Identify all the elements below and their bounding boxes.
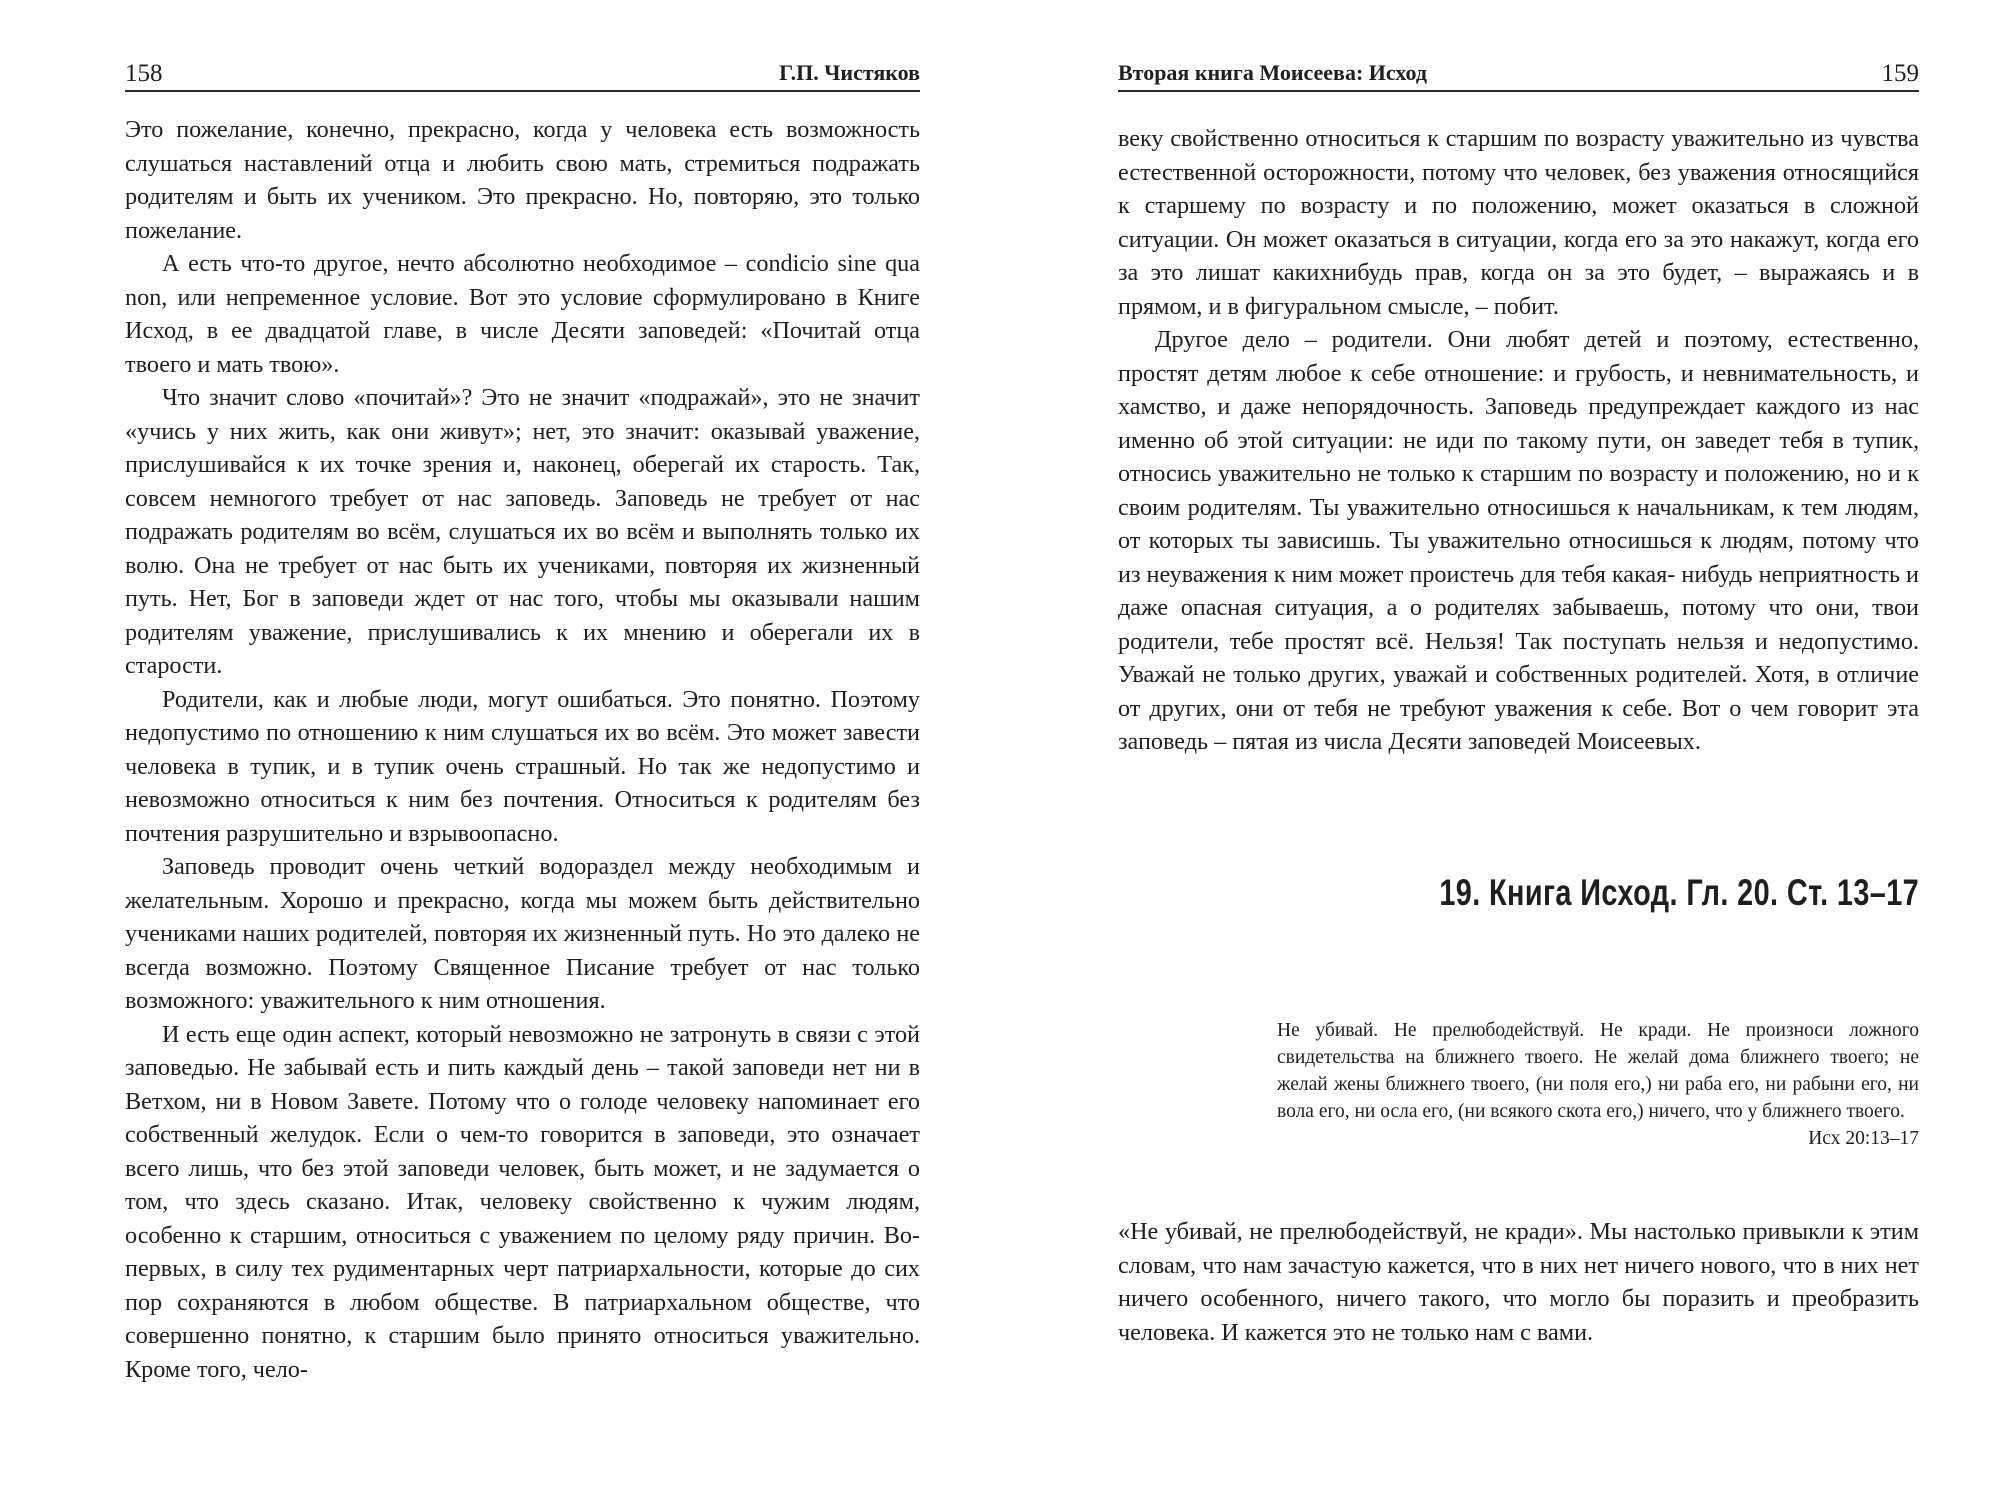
paragraph: Родители, как и любые люди, могут ошибаться. Это понятно. Поэтому недопустимо по отношению к ним слушаться их во всём. Это может завести человека в тупик, и в тупик очень страшный. Но так же недопустимо и невозможно относиться к ним без почтения. Относиться к родителям без почтения разрушительно и взрывоопасно. [125, 685, 920, 847]
paragraph: А есть что-то другое, нечто абсолютно необходимое – condicio sine qua non, или непременное условие. Вот это условие сформулировано в Книге Исход, в ее двадцатой главе, в числе Десяти заповедей: «Почитай отца твоего и мать твою». [125, 250, 920, 378]
chapter-title: 19. Книга Исход. Гл. 20. Ст. 13–17 [1439, 872, 1919, 913]
paragraph: «Не убивай, не прелюбодействуй, не кради». Мы настолько привыкли к этим словам, что нам зачастую кажется, что в них нет ничего нового, что в них нет ничего особенного, ничего такого, что могло бы поразить и преобразить человека. И кажется это не только нам с вами. [1118, 1218, 1919, 1346]
left-page-body [125, 113, 920, 1386]
paragraph: Что значит слово «почитай»? Это не значит «подражай», это не значит «учись у них жить, как они живут»; нет, это значит: оказывай уважение, прислушивайся к их точке зрения и, наконец, оберегай их старость. Так, совсем немногого требует от нас заповедь. Заповедь не требует от нас подражать родителям во всём, слушаться их во всём и выполнять только их волю. Она не требует от нас быть их учениками, повторяя их жизненный путь. Нет, Бог в заповеди ждет от нас того, чтобы мы оказывали нашим родителям уважение, прислушивались к их мнению и оберегали их в старости. [125, 384, 920, 679]
epigraph-reference: Исх 20:13–17 [1808, 1128, 1919, 1149]
epigraph-text: Не убивай. Не прелюбодействуй. Не кради. Не произноси ложного свидетельства на ближнего твоего. Не желай дома ближнего твоего; не желай жены ближнего твоего, (ни поля его,) ни раба его, ни рабыни его, ни вола его, ни осла его, (ни всякого скота его,) ничего, что у ближнего твоего. [1277, 1020, 1919, 1122]
paragraph: веку свойственно относиться к старшим по возрасту уважительно из чувства естественной осторожности, потому что человек, без уважения относящийся к старшему по возрасту и по положению, может оказаться в сложной ситуации. Он может оказаться в ситуации, когда его за это накажут, когда его за это лишат какихнибудь прав, когда он за это будет, – выражаясь и в прямом, и в фигуральном смысле, – побит. [1118, 125, 1919, 320]
page-header [125, 58, 920, 92]
right-page-body [1118, 122, 1919, 759]
paragraph: И есть еще один аспект, который невозможно не затронуть в связи с этой заповедью. Не забывай есть и пить каждый день – такой заповеди нет ни в Ветхом, ни в Новом Завете. Потому что о голоде человеку напоминает его собственный желудок. Если о чем-то говорится в заповеди, это означает всего лишь, что без этой заповеди человек, быть может, и не задумается о том, что здесь сказано. Итак, человеку свойственно к чужим людям, особенно к старшим, относиться с уважением по целому ряду причин. Во-первых, в силу тех рудиментарных черт патриархальности, которые до сих пор сохраняются в любом обществе. В патриархальном обществе, что совершенно понятно, к старшим было принято относиться уважительно. Кроме того, чело- [125, 1020, 920, 1383]
paragraph: Заповедь проводит очень четкий водораздел между необходимым и желательным. Хорошо и прекрасно, когда мы можем быть действительно учениками наших родителей, повторяя их жизненный путь. Но это далеко не всегда возможно. Поэтому Священное Писание требует от нас только возможного: уважительного к ним отношения. [125, 853, 920, 1014]
paragraph: Это пожелание, конечно, прекрасно, когда у человека есть возможность слушаться наставлений отца и любить свою мать, стремиться подражать родителям и быть их учеником. Это прекрасно. Но, повторяю, это только пожелание. [125, 116, 920, 244]
page-number: 159 [1881, 60, 1919, 87]
epigraph [1277, 1017, 1919, 1152]
running-head: Вторая книга Моисеева: Исход [1118, 60, 1428, 85]
paragraph: Другое дело – родители. Они любят детей и поэтому, естественно, простят детям любое к себе отношение: и грубость, и невнимательность, и хамство, и даже непорядочность. Заповедь предупреждает каждого из нас именно об этой ситуации: не иди по такому пути, он заведет тебя в тупик, относись уважительно не только к старшим по возрасту и положению, но и к своим родителям. Ты уважительно относишься к начальникам, к тем людям, от которых ты зависишь. Ты уважительно относишься к людям, потому что из неуважения к ним может проистечь для тебя какая- нибудь неприятность и даже опасная ситуация, а о родителях забываешь, потому что они, твои родители, тебе простят всё. Нельзя! Так поступать нельзя и недопустимо. Уважай не только других, уважай и собственных родителей. Хотя, в отличие от других, они от тебя не требуют уважения к себе. Вот о чем говорит эта заповедь – пятая из числа Десяти заповедей Моисеевых. [1118, 326, 1919, 755]
closing-paragraph-block [1118, 1215, 1919, 1349]
page-header [1118, 58, 1919, 92]
page-number: 158 [125, 60, 163, 87]
running-head: Г.П. Чистяков [779, 60, 920, 85]
